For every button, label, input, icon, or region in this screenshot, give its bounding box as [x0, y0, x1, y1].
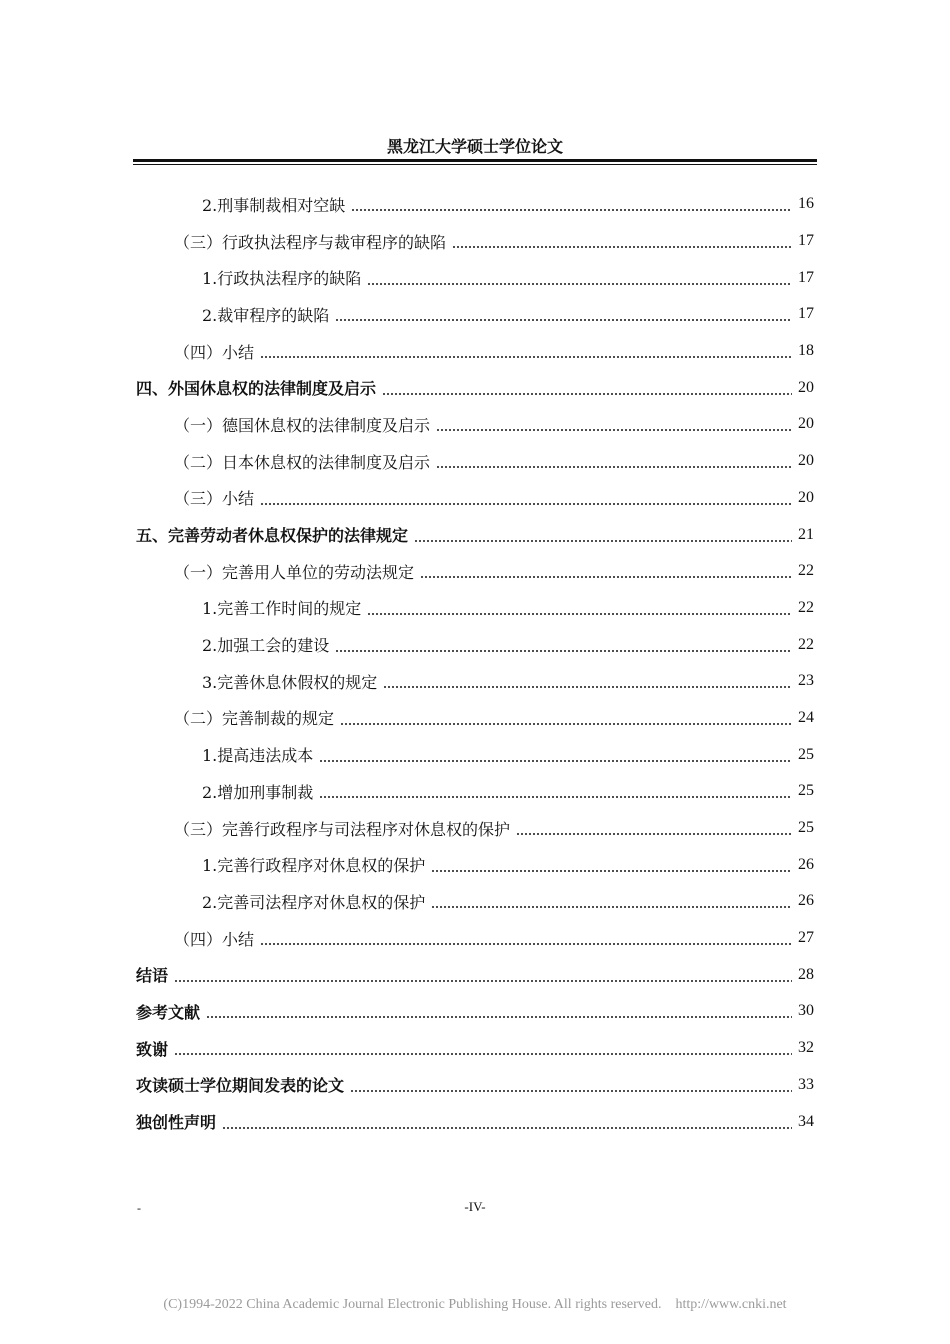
dot-leader: [367, 601, 792, 617]
header-rule-thin: [133, 164, 817, 165]
toc-entry-title: （一）完善用人单位的劳动法规定: [174, 562, 415, 582]
dot-leader: [335, 307, 792, 323]
toc-entry-title: （一）德国休息权的法律制度及启示: [174, 415, 431, 435]
dot-leader: [420, 564, 792, 580]
dot-leader: [340, 711, 792, 727]
dot-leader: [367, 271, 792, 287]
running-header: 黑龙江大学硕士学位论文: [386, 137, 563, 156]
toc-entry-page: 20: [798, 452, 814, 470]
toc-entry[interactable]: [136, 883, 814, 920]
copyright-footer: (C)1994-2022 China Academic Journal Electronic Publishing House. All rights reserved. http://www.cnki.net: [163, 1297, 787, 1312]
toc-entry-title: （四）小结: [174, 929, 255, 949]
dot-leader: [260, 344, 792, 360]
page-number: -IV-: [464, 1199, 486, 1214]
toc-entry-title: 致谢: [136, 1039, 169, 1059]
toc-entry-page: 30: [798, 1002, 814, 1020]
toc-entry[interactable]: [136, 956, 814, 993]
toc-entry-page: 22: [798, 598, 814, 616]
dot-leader: [335, 638, 792, 654]
toc-entry-page: 17: [798, 305, 814, 323]
dot-leader: [319, 748, 792, 764]
toc-entry-title: 2.加强工会的建设: [202, 636, 330, 656]
toc-entry[interactable]: [136, 186, 814, 223]
toc-entry-page: 25: [798, 819, 814, 837]
toc-entry-title: 四、外国休息权的法律制度及启示: [136, 379, 377, 399]
toc-entry-page: 33: [798, 1075, 814, 1093]
toc-entry[interactable]: [136, 700, 814, 737]
dot-leader: [382, 381, 792, 397]
toc-entry-title: 2.完善司法程序对休息权的保护: [202, 892, 426, 912]
toc-entry[interactable]: [136, 663, 814, 700]
toc-entry[interactable]: [136, 516, 814, 553]
toc-entry[interactable]: [136, 333, 814, 370]
toc-entry-title: （四）小结: [174, 342, 255, 362]
toc-entry-page: 23: [798, 672, 814, 690]
toc-entry[interactable]: [136, 810, 814, 847]
toc-entry-title: 2.增加刑事制裁: [202, 782, 314, 802]
toc-entry-title: （三）完善行政程序与司法程序对休息权的保护: [174, 819, 511, 839]
table-of-contents: [136, 186, 814, 1140]
dot-leader: [351, 197, 792, 213]
toc-entry[interactable]: [136, 846, 814, 883]
toc-entry-page: 20: [798, 378, 814, 396]
header-rule-thick: [133, 159, 817, 162]
toc-entry-page: 27: [798, 929, 814, 947]
toc-entry-title: 1.行政执法程序的缺陷: [202, 269, 362, 289]
dot-leader: [414, 528, 792, 544]
toc-entry[interactable]: [136, 736, 814, 773]
dot-leader: [174, 968, 792, 984]
dot-leader: [260, 491, 792, 507]
toc-entry[interactable]: [136, 406, 814, 443]
dot-leader: [431, 894, 792, 910]
toc-entry[interactable]: [136, 1103, 814, 1140]
toc-entry[interactable]: [136, 1067, 814, 1104]
toc-entry[interactable]: [136, 553, 814, 590]
toc-entry-title: 攻读硕士学位期间发表的论文: [136, 1076, 345, 1096]
dot-leader: [431, 858, 792, 874]
toc-entry-page: 26: [798, 855, 814, 873]
toc-entry-title: （二）完善制裁的规定: [174, 709, 335, 729]
dot-leader: [383, 674, 792, 690]
toc-entry[interactable]: [136, 626, 814, 663]
toc-entry-title: 1.完善工作时间的规定: [202, 599, 362, 619]
toc-entry-title: （三）小结: [174, 489, 255, 509]
dot-leader: [452, 234, 792, 250]
toc-entry[interactable]: [136, 223, 814, 260]
toc-entry[interactable]: [136, 443, 814, 480]
toc-entry-page: 17: [798, 268, 814, 286]
toc-entry[interactable]: [136, 920, 814, 957]
toc-entry-title: 1.提高违法成本: [202, 746, 314, 766]
toc-entry-title: （二）日本休息权的法律制度及启示: [174, 452, 431, 472]
toc-entry-page: 25: [798, 745, 814, 763]
dot-leader: [222, 1115, 792, 1131]
toc-entry[interactable]: [136, 590, 814, 627]
toc-entry-page: 34: [798, 1112, 814, 1130]
toc-entry[interactable]: [136, 296, 814, 333]
toc-entry-page: 22: [798, 562, 814, 580]
dot-leader: [260, 931, 792, 947]
toc-entry-page: 16: [798, 195, 814, 213]
toc-entry-title: 1.完善行政程序对休息权的保护: [202, 856, 426, 876]
dot-leader: [436, 454, 792, 470]
toc-entry[interactable]: [136, 773, 814, 810]
dot-leader: [319, 784, 792, 800]
dot-leader: [206, 1004, 792, 1020]
toc-entry-title: 2.裁审程序的缺陷: [202, 305, 330, 325]
toc-entry[interactable]: [136, 993, 814, 1030]
dot-leader: [436, 417, 792, 433]
toc-entry-page: 22: [798, 635, 814, 653]
toc-entry-title: 独创性声明: [136, 1113, 217, 1133]
dot-leader: [174, 1041, 792, 1057]
toc-entry-page: 17: [798, 232, 814, 250]
toc-entry-page: 21: [798, 525, 814, 543]
toc-entry-page: 32: [798, 1039, 814, 1057]
toc-entry-title: 结语: [136, 966, 169, 986]
toc-entry-title: 3.完善休息休假权的规定: [202, 672, 378, 692]
toc-entry-page: 25: [798, 782, 814, 800]
toc-entry-title: （三）行政执法程序与裁审程序的缺陷: [174, 232, 447, 252]
toc-entry-page: 20: [798, 488, 814, 506]
left-mark: -: [137, 1201, 141, 1215]
toc-entry[interactable]: [136, 259, 814, 296]
toc-entry[interactable]: [136, 369, 814, 406]
dot-leader: [350, 1078, 792, 1094]
toc-entry-page: 26: [798, 892, 814, 910]
toc-entry[interactable]: [136, 480, 814, 517]
toc-entry-page: 28: [798, 965, 814, 983]
toc-entry-title: 参考文献: [136, 1002, 201, 1022]
dot-leader: [516, 821, 792, 837]
toc-entry-page: 24: [798, 708, 814, 726]
toc-entry-title: 2.刑事制裁相对空缺: [202, 195, 346, 215]
toc-entry[interactable]: [136, 1030, 814, 1067]
toc-entry-title: 五、完善劳动者休息权保护的法律规定: [136, 526, 409, 546]
toc-entry-page: 18: [798, 342, 814, 360]
toc-entry-page: 20: [798, 415, 814, 433]
